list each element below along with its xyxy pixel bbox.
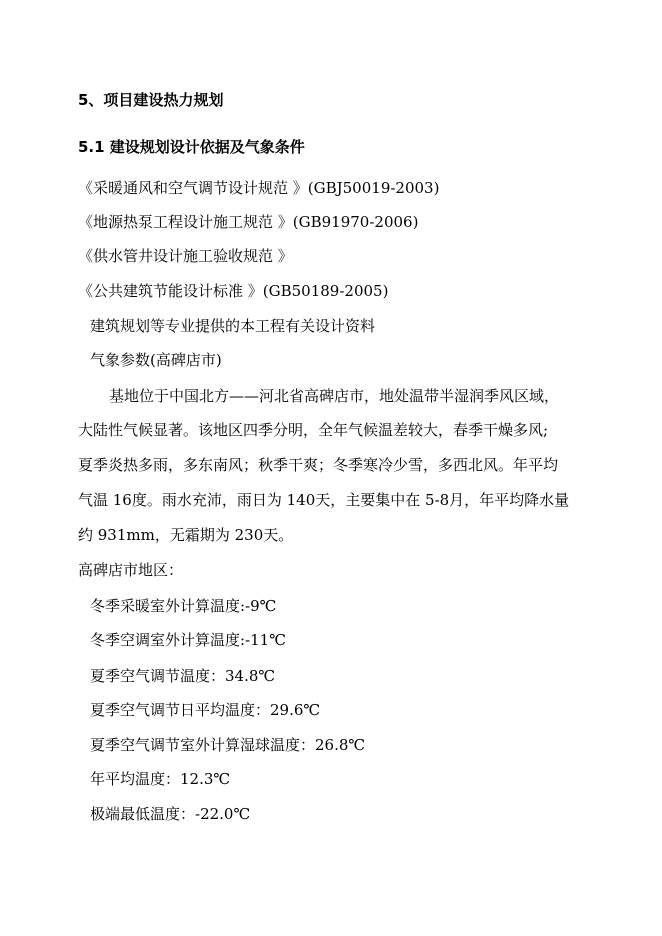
paragraph-line: 夏季炎热多雨，多东南风；秋季干爽；冬季寒冷少雪，多西北风。年平均 xyxy=(78,456,559,474)
plan-note: 建筑规划等专业提供的本工程有关设计资料 xyxy=(90,317,376,335)
param-item: 冬季采暖室外计算温度:-9℃ xyxy=(90,597,277,615)
reference-item: 《采暖通风和空气调节设计规范 》(GBJ50019-2003) xyxy=(78,179,440,197)
param-item: 年平均温度：12.3℃ xyxy=(90,770,231,788)
param-item: 夏季空气调节室外计算湿球温度：26.8℃ xyxy=(90,736,366,754)
param-item: 冬季空调室外计算温度:-11℃ xyxy=(90,631,286,649)
paragraph-line: 大陆性气候显著。该地区四季分明，全年气候温差较大，春季干燥多风; xyxy=(78,421,549,439)
weather-heading: 气象参数(高碑店市) xyxy=(90,351,222,369)
reference-item: 《公共建筑节能设计标准 》(GB50189-2005) xyxy=(78,282,389,300)
section-heading: 5、项目建设热力规划 xyxy=(78,91,224,109)
paragraph-line: 基地位于中国北方——河北省高碑店市，地处温带半湿润季风区域， xyxy=(109,387,560,405)
paragraph-line: 约 931mm，无霜期为 230天。 xyxy=(78,526,294,544)
area-label: 高碑店市地区： xyxy=(78,561,184,579)
paragraph-line: 气温 16度。雨水充沛，雨日为 140天，主要集中在 5-8月，年平均降水量 xyxy=(78,491,570,509)
param-item: 夏季空气调节日平均温度：29.6℃ xyxy=(90,701,321,719)
param-item: 夏季空气调节温度：34.8℃ xyxy=(90,667,276,685)
subsection-heading: 5.1 建设规划设计依据及气象条件 xyxy=(78,138,305,156)
reference-item: 《供水管井设计施工验收规范 》 xyxy=(78,247,293,265)
reference-item: 《地源热泵工程设计施工规范 》(GB91970-2006) xyxy=(78,213,419,231)
param-item: 极端最低温度：-22.0℃ xyxy=(90,805,251,823)
